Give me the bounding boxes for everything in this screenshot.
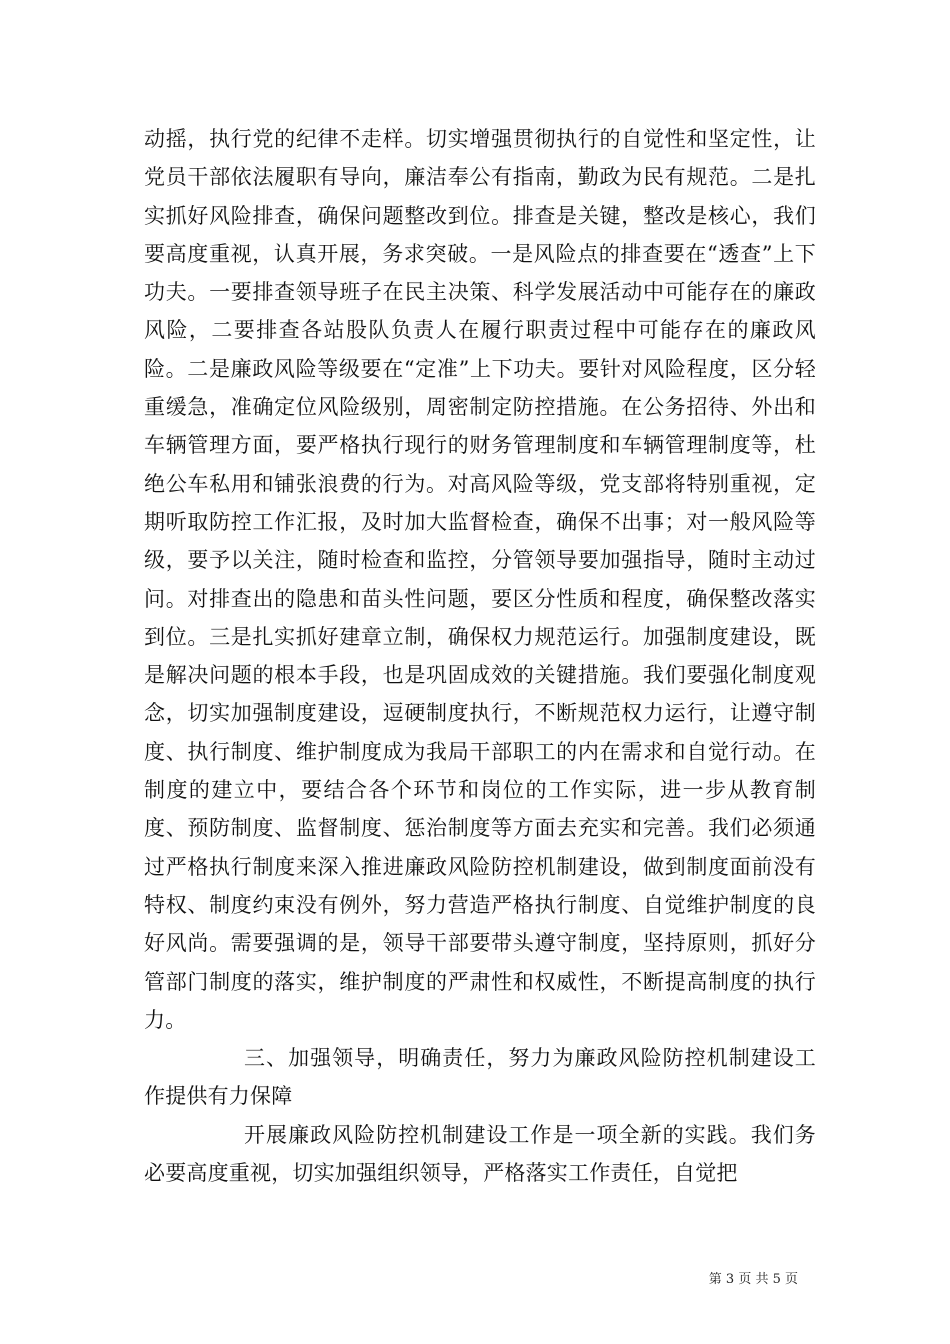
section-heading-paragraph: 三、加强领导，明确责任，努力为廉政风险防控机制建设工作提供有力保障 [144,1046,816,1109]
page-number-footer: 第 3 页 共 5 页 [708,1272,798,1287]
body-paragraph: 开展廉政风险防控机制建设工作是一项全新的实践。我们务必要高度重视，切实加强组织领导，严格落实工作责任，自觉把 [144,1122,816,1186]
document-body [144,120,816,1192]
body-paragraph: 动摇，执行党的纪律不走样。切实增强贯彻执行的自觉性和坚定性，让党员干部依法履职有导向，廉洁奉公有指南，勤政为民有规范。二是扎实抓好风险排查，确保问题整改到位。排查是关键，整改是核心，我们要高度重视，认真开展，务求突破。一是风险点的排查要在“透查”上下功夫。一要排查领导班子在民主决策、科学发展活动中可能存在的廉政风险，二要排查各站股队负责人在履行职责过程中可能存在的廉政风险。二是廉政风险等级要在“定准”上下功夫。要针对风险程度，区分轻重缓急，准确定位风险级别，周密制定防控措施。在公务招待、外出和车辆管理方面，要严格执行现行的财务管理制度和车辆管理制度等，杜绝公车私用和铺张浪费的行为。对高风险等级，党支部将特别重视，定期听取防控工作汇报，及时加大监督检查，确保不出事；对一般风险等级，要予以关注，随时检查和监控，分管领导要加强指导，随时主动过问。对排查出的隐患和苗头性问题，要区分性质和程度，确保整改落实到位。三是扎实抓好建章立制，确保权力规范运行。加强制度建设，既是解决问题的根本手段，也是巩固成效的关键措施。我们要强化制度观念，切实加强制度建设，逗硬制度执行，不断规范权力运行，让遵守制度、执行制度、维护制度成为我局干部职工的内在需求和自觉行动。在制度的建立中，要结合各个环节和岗位的工作实际，进一步从教育制度、预防制度、监督制度、惩治制度等方面去充实和完善。我们必须通过严格执行制度来深入推进廉政风险防控机制建设，做到制度面前没有特权、制度约束没有例外，努力营造严格执行制度、自觉维护制度的良好风尚。需要强调的是，领导干部要带头遵守制度，坚持原则，抓好分管部门制度的落实，维护制度的严肃性和权威性，不断提高制度的执行力。 [144,127,816,1032]
